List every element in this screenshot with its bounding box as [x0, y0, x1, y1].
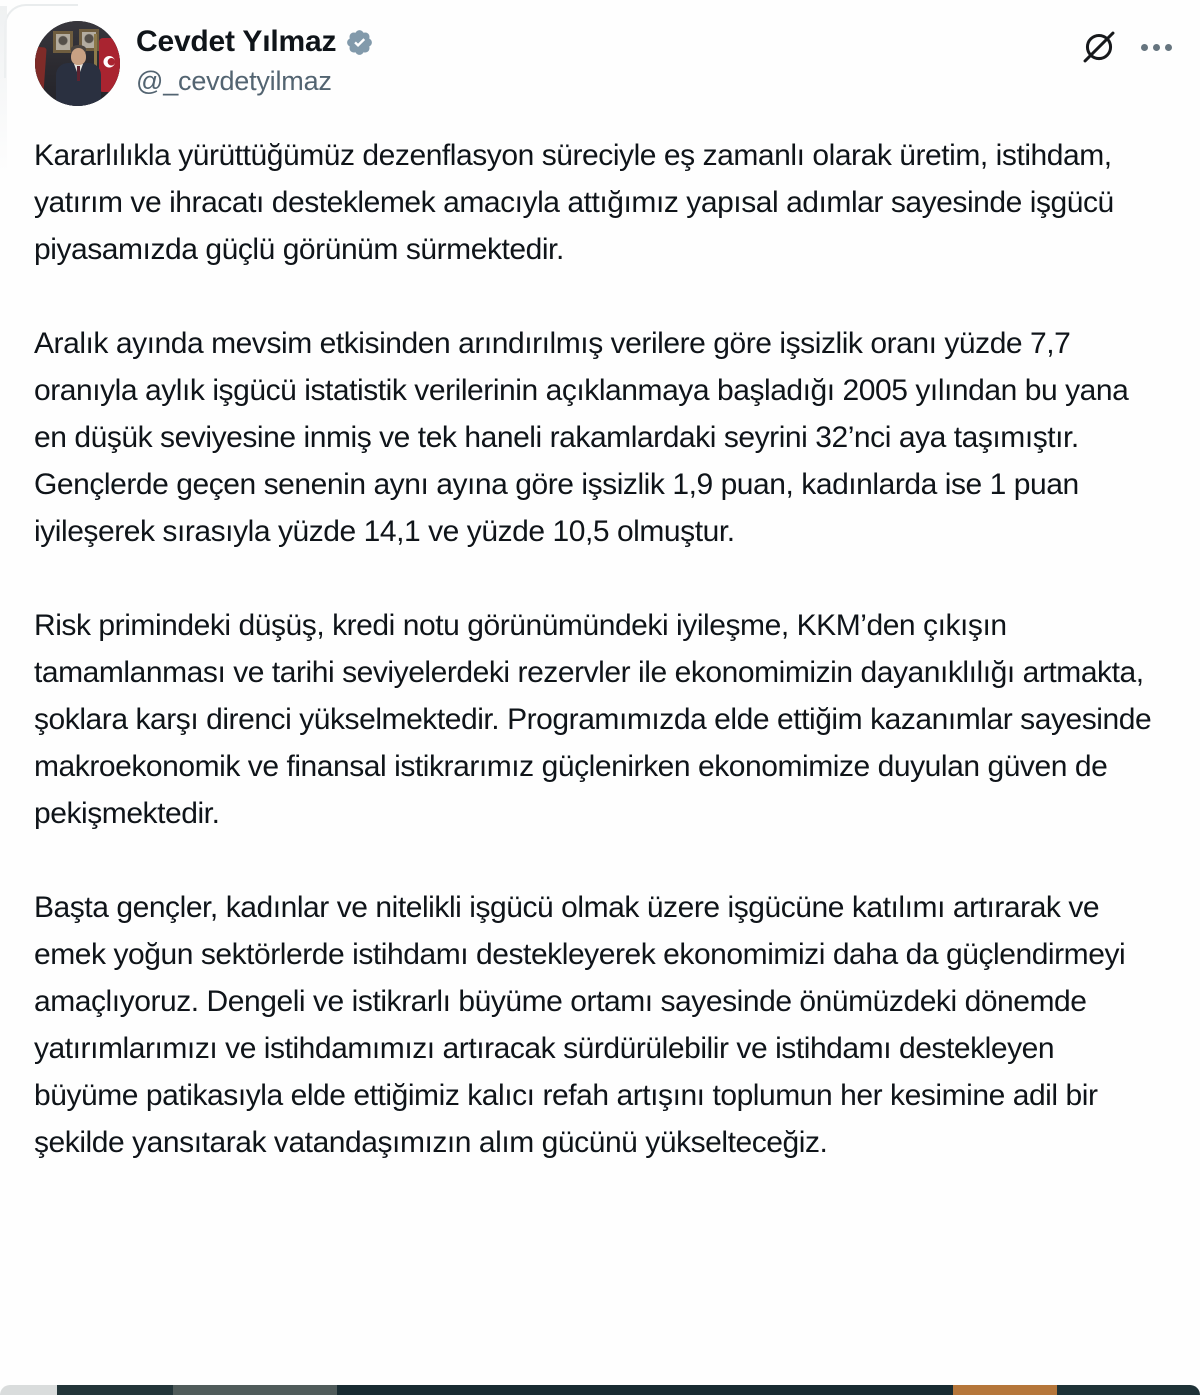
media-strip-segment	[1057, 1385, 1200, 1395]
media-strip-segment	[337, 1385, 953, 1395]
avatar-person-face	[71, 48, 86, 65]
attached-media-strip[interactable]	[0, 1385, 1200, 1395]
media-strip-segment	[57, 1385, 173, 1395]
more-options-icon[interactable]	[1139, 27, 1174, 67]
card-edge-shading	[0, 6, 7, 176]
header-actions	[1079, 27, 1174, 67]
tweet-paragraph: Risk primindeki düşüş, kredi notu görünümündeki iyileşme, KKM’den çıkışın tamamlanması ve tarihi seviyelerdeki rezervler ile ekonomimizin dayanıklılığı artmakta, şoklara karşı direnci yükselmektedir. Programımızda elde ettiğim kazanımlar sayesinde makroekonomik ve finansal istikrarımız güçlenirken ekonomimize duyulan güven de pekişmektedir.	[34, 609, 1152, 830]
verified-badge-icon[interactable]	[345, 28, 374, 57]
avatar-person-tie	[77, 66, 80, 81]
media-strip-segment	[0, 1385, 57, 1395]
avatar-wall-portrait	[53, 31, 73, 53]
tweet-paragraph: Aralık ayında mevsim etkisinden arındırılmış verilere göre işsizlik oranı yüzde 7,7 oranıyla aylık işgücü istatistik verilerinin açıklanmaya başladığı 2005 yılından bu yana en düşük seviyesine inmiş ve tek haneli rakamlardaki seyrini 32’nci aya taşımıştır. Gençlerde geçen senenin aynı ayına göre işsizlik 1,9 puan, kadınlarda ise 1 puan iyileşerek sırasıyla yüzde 14,1 ve yüzde 10,5 olmuştur.	[34, 327, 1129, 548]
author-identity	[136, 25, 374, 96]
avatar-turkish-flag	[99, 38, 120, 92]
tweet-text	[34, 132, 1156, 1166]
grok-icon[interactable]	[1079, 27, 1119, 67]
tweet-paragraph: Kararlılıkla yürüttüğümüz dezenflasyon süreciyle eş zamanlı olarak üretim, istihdam, yatırım ve ihracatı desteklemek amacıyla attığımız yapısal adımlar sayesinde işgücü piyasamızda güçlü görünüm sürmektedir.	[34, 139, 1114, 266]
media-strip-segment	[173, 1385, 337, 1395]
display-name[interactable]: Cevdet Yılmaz	[136, 25, 337, 58]
avatar[interactable]	[35, 21, 120, 106]
tweet-paragraph: Başta gençler, kadınlar ve nitelikli işgücü olmak üzere işgücüne katılımı artırarak ve emek yoğun sektörlerde istihdamı destekleyerek ekonomimizi daha da güçlendirmeyi amaçlıyoruz. Dengeli ve istikrarlı büyüme ortamı sayesinde önümüzdeki dönemde yatırımlarımızı ve istihdamımızı artıracak sürdürülebilir ve istihdamı destekleyen büyüme patikasıyla elde ettiğimiz kalıcı refah artışını toplumun her kesimine adil bir şekilde yansıtarak vatandaşımızın alım gücünü yükselteceğiz.	[34, 891, 1126, 1159]
media-strip-segment	[953, 1385, 1057, 1395]
user-handle[interactable]: @_cevdetyilmaz	[136, 66, 332, 96]
